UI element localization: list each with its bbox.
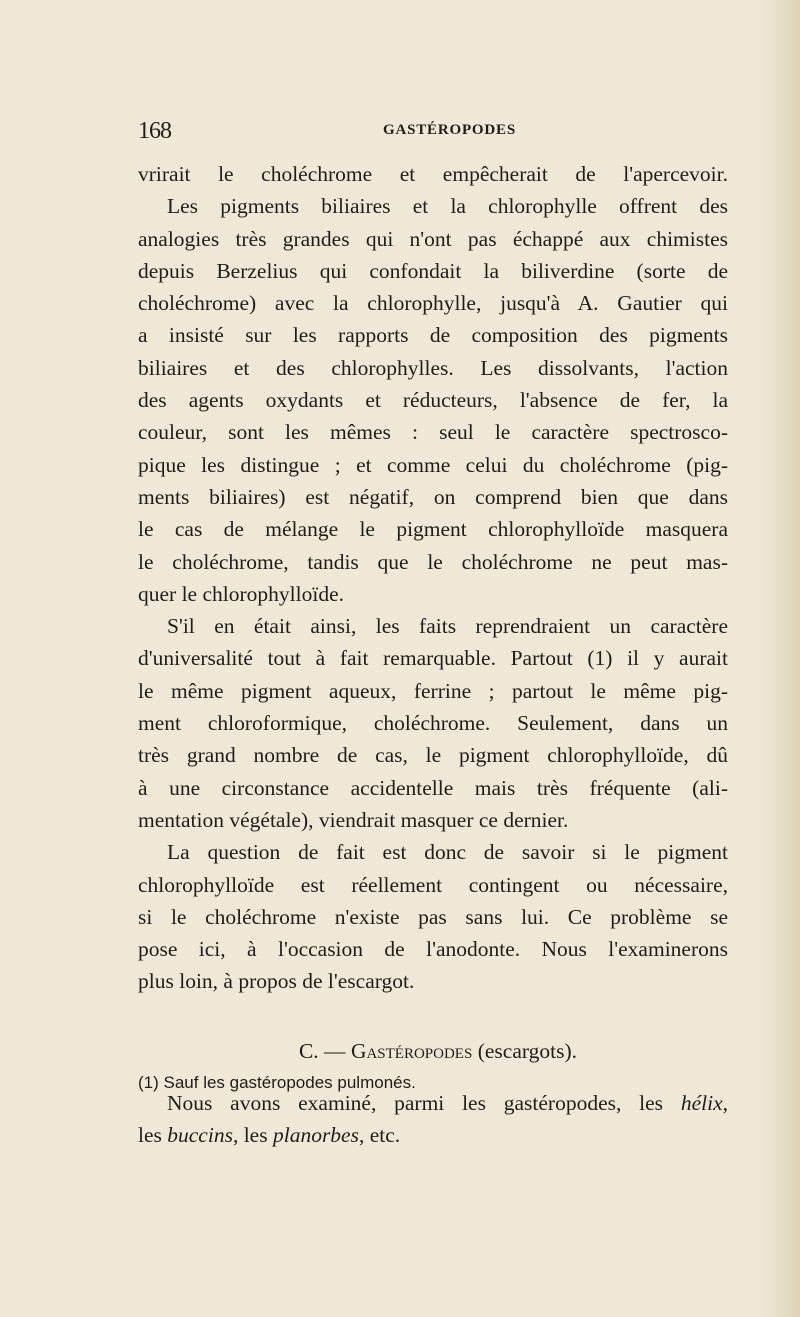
section-suffix: (escargots).	[472, 1038, 578, 1063]
text-line: très grand nombre de cas, le pigment chlorophylloïde, dû	[138, 743, 728, 768]
paragraph-1	[138, 158, 728, 610]
text-line: analogies très grandes qui n'ont pas échappé aux chimistes	[138, 226, 728, 251]
text-run: les	[138, 1123, 168, 1148]
italic-term: buccins	[167, 1123, 233, 1148]
section-prefix: C. —	[298, 1038, 351, 1063]
text-line: S'il en était ainsi, les faits reprendraient un caractère	[167, 614, 728, 639]
page-header	[138, 118, 728, 148]
paragraph-2	[138, 610, 728, 836]
italic-term: planorbes	[272, 1123, 359, 1148]
page-number: 168	[138, 118, 171, 144]
text-line: chlorophylloïde est réellement contingent ou nécessaire,	[138, 872, 728, 897]
text-line: ments biliaires) est négatif, on comprend bien que dans	[138, 484, 728, 509]
section-heading	[138, 1035, 728, 1067]
text-line: le choléchrome, tandis que le choléchrome ne peut mas-	[138, 549, 728, 574]
text-line: La question de fait est donc de savoir si le pigment	[167, 840, 728, 865]
paragraph-3	[138, 836, 728, 997]
text-run: Nous avons examiné, parmi les gastéropodes, les	[167, 1091, 681, 1116]
italic-term: hélix	[680, 1091, 723, 1116]
footnote: (1) Sauf les gastéropodes pulmonés.	[138, 1073, 416, 1092]
paragraph-4	[138, 1087, 728, 1152]
body-text	[138, 158, 728, 1152]
text-line: couleur, sont les mêmes : seul le caractère spectrosco-	[138, 420, 728, 445]
text-line: vrirait le choléchrome et empêcherait de l'apercevoir.	[138, 162, 728, 186]
text-line: pose ici, à l'occasion de l'anodonte. Nous l'examinerons	[138, 937, 728, 962]
text-run: ,	[722, 1091, 728, 1116]
text-line: à une circonstance accidentelle mais très fréquente (ali-	[138, 775, 728, 800]
text-line: choléchrome) avec la chlorophylle, jusqu'à A. Gautier qui	[138, 291, 728, 316]
text-line: pique les distingue ; et comme celui du choléchrome (pig-	[138, 452, 728, 477]
text-line: depuis Berzelius qui confondait la biliverdine (sorte de	[138, 258, 728, 283]
text-line: biliaires et des chlorophylles. Les dissolvants, l'action	[138, 355, 728, 380]
text-line: Les pigments biliaires et la chlorophylle offrent des	[167, 194, 728, 219]
text-line: quer le chlorophylloïde.	[138, 581, 344, 606]
text-line: ment chloroformique, choléchrome. Seulement, dans un	[138, 711, 728, 736]
text-line	[138, 1119, 728, 1151]
text-line: plus loin, à propos de l'escargot.	[138, 969, 415, 994]
page-edge-shadow	[760, 0, 800, 1317]
text-line: si le choléchrome n'existe pas sans lui. Ce problème se	[138, 904, 728, 929]
text-line: d'universalité tout à fait remarquable. Partout (1) il y aurait	[138, 646, 728, 671]
text-line: a insisté sur les rapports de composition des pigments	[138, 323, 728, 348]
text-line: le même pigment aqueux, ferrine ; partout le même pig-	[138, 678, 728, 703]
text-run: , les	[232, 1123, 273, 1148]
section-title: Gastéropodes	[350, 1038, 473, 1063]
text-line: le cas de mélange le pigment chlorophylloïde masquera	[138, 517, 728, 542]
text-run: , etc.	[358, 1123, 401, 1148]
running-head: GASTÉROPODES	[383, 122, 516, 138]
text-line: mentation végétale), viendrait masquer ce dernier.	[138, 807, 569, 832]
text-line: des agents oxydants et réducteurs, l'absence de fer, la	[138, 388, 728, 413]
